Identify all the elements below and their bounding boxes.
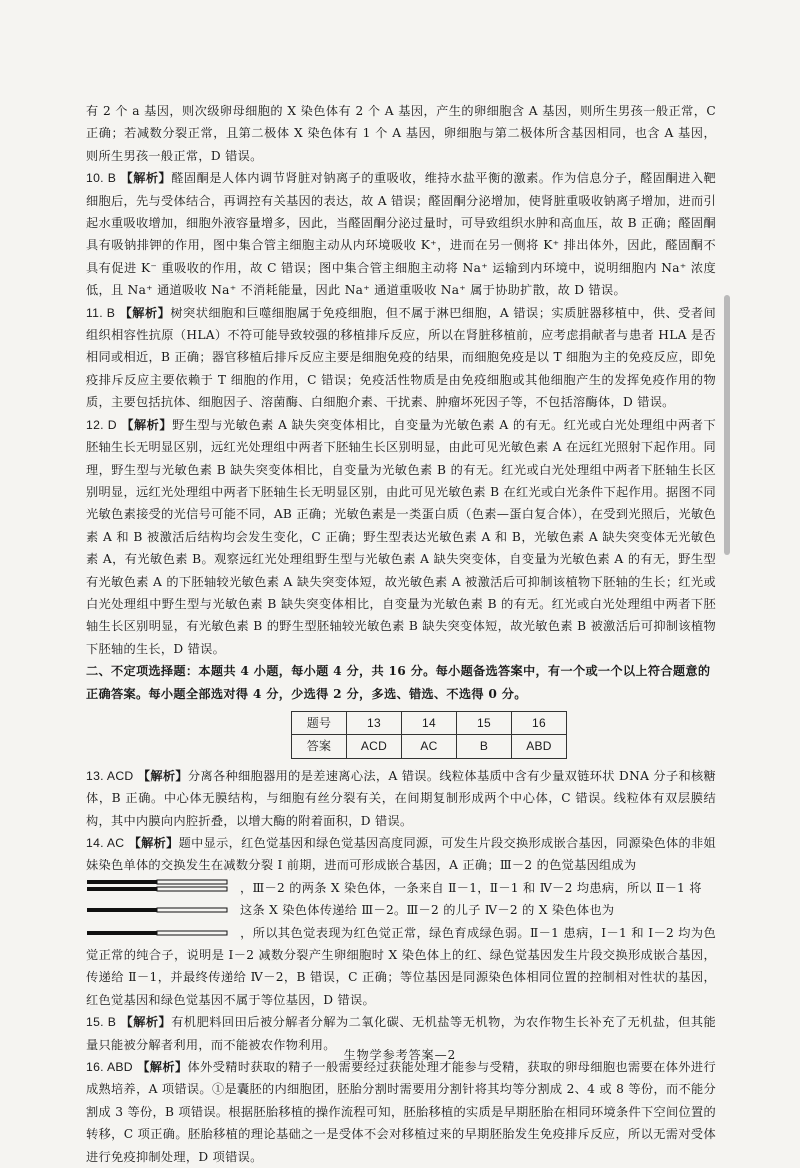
analysis-text: 分离各种细胞器用的是差速离心法，A 错误。线粒体基质中含有少量双链环状 DNA 分子和核糖体，B 正确。中心体无膜结构，与细胞有丝分裂有关，在间期复制形成两个中心体，C 错误。线粒体有双层膜结构，其中内膜向内腔折叠，以增大酶的附着面积，D 错误。: [86, 768, 716, 828]
question-11: [86, 302, 716, 414]
analysis-text-b: ，Ⅲ－2 的两条 X 染色体，一条来自 Ⅱ－1，Ⅱ－1 和 Ⅳ－2 均患病，所以 Ⅱ－1 将: [240, 880, 702, 895]
table-answer-14: AC: [402, 735, 457, 758]
chromosome-diagram-icon: [86, 899, 236, 921]
analysis-tag: 【解析】: [120, 1015, 172, 1030]
intro-line-2: 若减数分裂正常，且第二极体 X 染色体有 1 个 A 基因，卵细胞与第二极体所含基因相同，也含 A 基因，则所生男孩一般正常，D 错误。: [86, 126, 716, 163]
analysis-text: 野生型与光敏色素 A 缺失突变体相比，自变量为光敏色素 A 的有无。红光或白光处理组中两者下胚轴生长无明显区别，远红光处理组中两者下胚轴生长区别明显，由此可见光敏色素 A 在远红光照射下起作用。同理，野生型与光敏色素 B 缺失突变体相比，自变量为光敏色素 B 的有无。红光或白光处理组中两者下胚轴生长区别明显，远红光处理组中两者下胚轴生长无明显区别，由此可见光敏色素 B 在红光或白光条件下起作用。据图不同光敏色素接受的光信号可能不同，AB 正确；光敏色素是一类蛋白质（色素—蛋白复合体），在受到光照后，光敏色素 A 和 B 被激活后结构均会发生变化，C 正确；野生型表达光敏色素 A 和 B，光敏色素 A 缺失突变体无光敏色素 A，有光敏色素 B。观察远红光处理组野生型与光敏色素 A 缺失突变体，自变量为光敏色素 A 的有无，野生型有光敏色素 A 的下胚轴较光敏色素 A 缺失突变体短，故光敏色素 A 被激活后可抑制该植物下胚轴的生长；红光或白光处理组中野生型与光敏色素 B 缺失突变体相比，自变量为光敏色素 B 的有无。红光或白光处理组中两者下胚轴生长区别明显，有光敏色素 B 的野生型胚轴较光敏色素 B 缺失突变体短，故光敏色素 B 被激活后可抑制该植物下胚轴的生长，D 错误。: [86, 417, 716, 656]
analysis-tag: 【解析】: [128, 836, 179, 850]
chromosome-diagram-icon: [86, 922, 236, 944]
table-answer-13: ACD: [347, 735, 402, 758]
intro-paragraph: [86, 100, 716, 167]
table-answer-15: B: [457, 735, 512, 758]
question-number: 16. ABD: [86, 1060, 133, 1075]
table-question-14: 14: [402, 711, 457, 734]
analysis-text: 有机肥料回田后被分解者分解为二氧化碳、无机盐等无机物，为农作物生长补充了无机盐，但其能量只能被分解者利用，而不能被农作物利用。: [86, 1015, 717, 1052]
analysis-text-d: ，所以其色觉表现为红色觉正常，绿色育成绿色弱。Ⅱ－1 患病，Ⅰ－1 和 Ⅰ－2 均为色觉正常的纯合子，说明是 Ⅰ－2 减数分裂产生卵细胞时 X 染色体上的红、绿色觉基因发生片段交换形成嵌合基因，传递给 Ⅱ－1，并最终传递给 Ⅳ－2，B 错误，C 正确；等位基因是同源染色体相同位置的控制相对性状的基因，红色觉基因和绿色觉基因不属于等位基因，D 错误。: [86, 925, 716, 1007]
analysis-text: 树突状细胞和巨噬细胞属于免疫细胞，但不属于淋巴细胞，A 错误；实质脏器移植中，供、受者间组织相容性抗原（HLA）不符可能导致较强的移植排斥反应，所以在肾脏移植前，应考虑捐献者与患者 HLA 是否相同或相近，B 正确；器官移植后排斥反应主要是细胞免疫的结果，而细胞免疫是以 T 细胞为主的免疫反应，即免疫排斥反应主要依赖于 T 细胞的作用，C 错误；免疫活性物质是由免疫细胞或其他细胞产生的发挥免疫作用的物质，主要包括抗体、细胞因子、溶菌酶、白细胞介素、干扰素、肿瘤坏死因子等，不包括溶酶体，D 错误。: [86, 305, 717, 410]
question-number: 13. ACD: [86, 768, 134, 783]
table-question-16: 16: [512, 711, 567, 734]
answer-page: [86, 100, 716, 1168]
analysis-text: 体外受精时获取的精子一般需要经过获能处理才能参与受精，获取的卵母细胞也需要在体外进行成熟培养，A 项错误。①是囊胚的内细胞团，胚胎分割时需要用分割针将其均等分割成 2、4 或 8 等份，而不能分割成 3 等份，B 项错误。根据胚胎移植的操作流程可知，胚胎移植的实质是早期胚胎在相同环境条件下空间位置的转移，C 项正确。胚胎移植的理论基础之一是受体不会对移植过来的早期胚胎发生免疫排斥反应，所以无需对受体进行免疫抑制处理，D 项错误。: [86, 1060, 716, 1164]
table-question-15: 15: [457, 711, 512, 734]
analysis-tag: 【解析】: [119, 305, 171, 320]
section-2-title: 二、不定项选择题：本题共 4 小题，每小题 4 分，共 16 分。每小题备选答案中，有一个或一个以上符合题意的正确答案。每小题全部选对得 4 分，少选得 2 分，多选、错选、不选得 0 分。: [86, 664, 711, 701]
answer-table-header-row: [292, 711, 567, 734]
analysis-tag: 【解析】: [121, 417, 173, 432]
question-13: [86, 765, 716, 832]
question-10: [86, 167, 716, 301]
question-12: [86, 414, 716, 660]
question-number: 10. B: [86, 171, 117, 186]
analysis-text-a: 题中显示，红色觉基因和绿色觉基因高度同源，可发生片段交换形成嵌合基因，同源染色体的非姐妹染色单体的交换发生在减数分裂 Ⅰ 前期，进而可形成嵌合基因，A 正确；Ⅲ－2 的色觉基因组成为: [86, 836, 716, 873]
table-answer-16: ABD: [512, 735, 567, 758]
page-footer: 生物学参考答案—2: [343, 1048, 457, 1062]
analysis-text: 醛固酮是人体内调节肾脏对钠离子的重吸收，维持水盐平衡的激素。作为信息分子，醛固酮进入靶细胞后，先与受体结合，再调控有关基因的表达，故 A 错误；醛固酮分泌增加，使肾脏重吸收钠离子增加，进而引起水重吸收增加，细胞外液容量增多，因此，当醛固酮分泌过量时，可导致组织水肿和高血压，故 B 正确；醛固酮具有吸钠排钾的作用，图中集合管主细胞主动从内环境吸收 K⁺，进而在另一侧将 K⁺ 排出体外，因此，醛固酮不具有促进 K⁻ 重吸收的作用，故 C 错误；图中集合管主细胞主动将 Na⁺ 运输到内环境中，说明细胞内 Na⁺ 浓度低，且 Na⁺ 通道吸收 Na⁺ 不消耗能量，因此 Na⁺ 通道重吸收 Na⁺ 属于协助扩散，故 D 错误。: [86, 171, 717, 298]
table-question-13: 13: [347, 711, 402, 734]
scrollbar[interactable]: [724, 295, 730, 555]
analysis-tag: 【解析】: [137, 768, 188, 783]
analysis-tag: 【解析】: [120, 171, 172, 186]
question-number: 11. B: [86, 305, 116, 320]
intro-line-1: 有 2 个 a 基因，则次级卵母细胞的 X 染色体有 2 个 A 基因，产生的卵细胞含 A 基因，则所生男孩一般正常，C 正确；: [86, 104, 716, 141]
question-number: 14. AC: [86, 836, 125, 850]
table-header-label: 题号: [292, 711, 347, 734]
question-16: [86, 1056, 716, 1168]
question-14: [86, 832, 716, 1011]
chromosome-diagram-icon: [86, 877, 236, 899]
analysis-text-c: 这条 X 染色体传递给 Ⅲ－2。Ⅲ－2 的儿子 Ⅳ－2 的 X 染色体也为: [240, 903, 615, 918]
question-number: 15. B: [86, 1015, 117, 1030]
analysis-tag: 【解析】: [137, 1060, 188, 1075]
answer-table: [291, 711, 567, 759]
question-number: 12. D: [86, 417, 117, 432]
table-answer-label: 答案: [292, 735, 347, 758]
answer-table-answer-row: [292, 735, 567, 758]
